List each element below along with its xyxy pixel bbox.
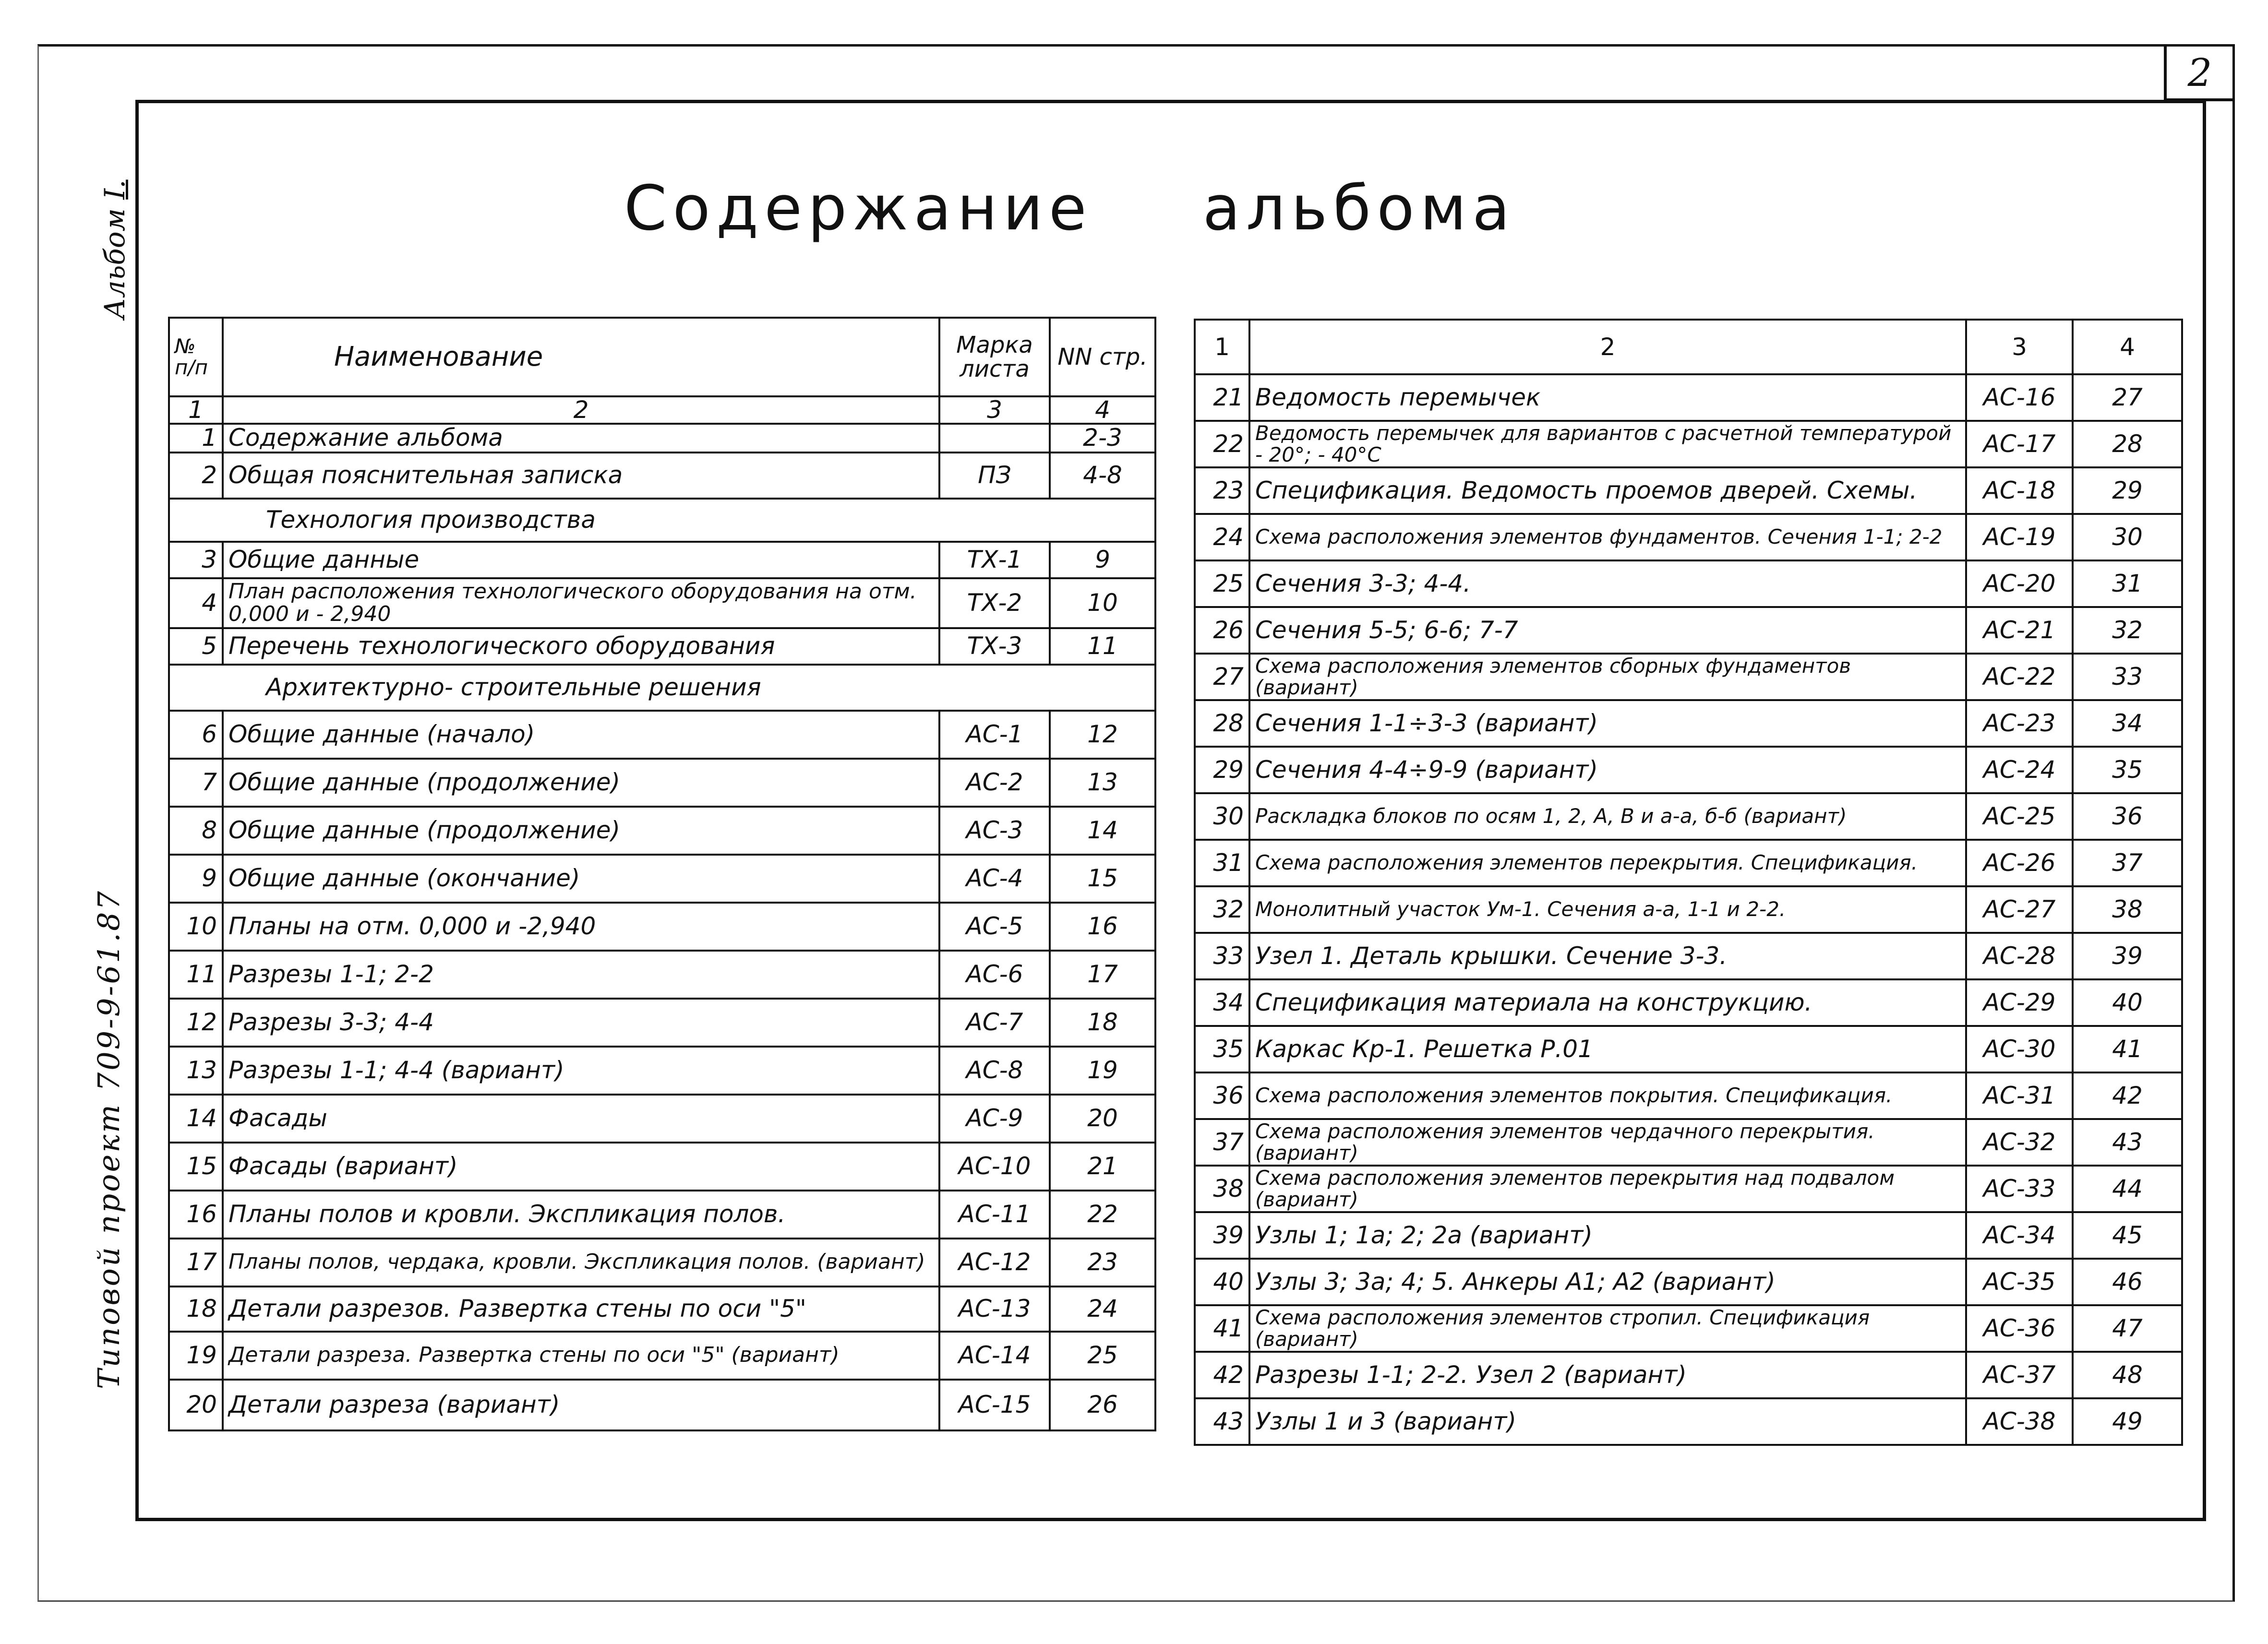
header-mark: Марка листа (939, 318, 1050, 396)
cell-no: 15 (169, 1143, 223, 1191)
cell-name: Узлы 1; 1а; 2; 2а (вариант) (1249, 1212, 1966, 1259)
cell-no: 38 (1195, 1166, 1249, 1212)
cell-page: 44 (2073, 1166, 2182, 1212)
cell-page: 38 (2073, 886, 2182, 933)
cell-mark: АС-35 (1966, 1259, 2073, 1305)
cell-name: Схема расположения элементов покрытия. Спецификация. (1249, 1072, 1966, 1119)
table-row (1195, 514, 2182, 560)
cell-page: 21 (1050, 1143, 1155, 1191)
cell-no: 32 (1195, 886, 1249, 933)
table-row (169, 542, 1155, 578)
cell-name: Каркас Кр-1. Решетка Р.01 (1249, 1026, 1966, 1072)
cell-name: Спецификация материала на конструкцию. (1249, 979, 1966, 1026)
cell-mark: АС-15 (939, 1380, 1050, 1430)
cell-mark: АС-7 (939, 999, 1050, 1047)
contents-table-right (1194, 319, 2183, 1446)
table-row (1195, 1305, 2182, 1352)
cell-page: 49 (2073, 1398, 2182, 1445)
cell-mark: АС-19 (1966, 514, 2073, 560)
cell-mark: АС-12 (939, 1239, 1050, 1287)
cell-no: 25 (1195, 560, 1249, 607)
cell-mark: АС-24 (1966, 747, 2073, 793)
cell-name: Детали разрезов. Развертка стены по оси "5" (223, 1287, 939, 1332)
cell-no: 28 (1195, 700, 1249, 747)
cell-mark: ТХ-1 (939, 542, 1050, 578)
cell-page: 25 (1050, 1332, 1155, 1380)
page-title (624, 173, 1560, 244)
cell-no: 22 (1195, 421, 1249, 467)
cell-name: Разрезы 1-1; 2-2 (223, 951, 939, 999)
cell-page: 22 (1050, 1191, 1155, 1239)
cell-mark: АС-11 (939, 1191, 1050, 1239)
cell-mark: АС-22 (1966, 654, 2073, 700)
album-label-text: Альбом (98, 208, 131, 319)
cell-mark: АС-34 (1966, 1212, 2073, 1259)
cell-mark: АС-17 (1966, 421, 2073, 467)
col-number: 1 (169, 396, 223, 424)
cell-page: 11 (1050, 628, 1155, 665)
cell-page: 40 (2073, 979, 2182, 1026)
cell-page: 46 (2073, 1259, 2182, 1305)
cell-page: 45 (2073, 1212, 2182, 1259)
sheet-number: 2 (2164, 47, 2233, 101)
cell-no: 20 (169, 1380, 223, 1430)
cell-page: 29 (2073, 467, 2182, 514)
col-number: 1 (1195, 320, 1249, 374)
cell-no: 13 (169, 1047, 223, 1095)
section-heading-row (169, 665, 1155, 711)
cell-name: Общие данные (продолжение) (223, 807, 939, 855)
cell-mark: ТХ-3 (939, 628, 1050, 665)
cell-mark: АС-23 (1966, 700, 2073, 747)
cell-mark: АС-5 (939, 903, 1050, 951)
cell-page: 42 (2073, 1072, 2182, 1119)
cell-page: 12 (1050, 711, 1155, 759)
cell-name: Общая пояснительная записка (223, 453, 939, 499)
cell-page: 17 (1050, 951, 1155, 999)
table-row (169, 1332, 1155, 1380)
cell-name: Перечень технологического оборудования (223, 628, 939, 665)
cell-name: Планы на отм. 0,000 и -2,940 (223, 903, 939, 951)
cell-page: 43 (2073, 1119, 2182, 1166)
cell-no: 39 (1195, 1212, 1249, 1259)
cell-name: Узлы 3; 3а; 4; 5. Анкеры А1; А2 (вариант) (1249, 1259, 1966, 1305)
header-page: NN стр. (1050, 318, 1155, 396)
cell-name: Раскладка блоков по осям 1, 2, А, В и а-а, б-б (вариант) (1249, 793, 1966, 840)
table-row (169, 1047, 1155, 1095)
cell-mark: АС-6 (939, 951, 1050, 999)
cell-page: 18 (1050, 999, 1155, 1047)
cell-no: 6 (169, 711, 223, 759)
cell-mark: АС-13 (939, 1287, 1050, 1332)
table-row (1195, 886, 2182, 933)
table-header-row (1195, 320, 2182, 374)
cell-name: Схема расположения элементов фундаментов. Сечения 1-1; 2-2 (1249, 514, 1966, 560)
table-row (169, 453, 1155, 499)
table-row (1195, 1212, 2182, 1259)
cell-name: Детали разреза (вариант) (223, 1380, 939, 1430)
section-heading: Технология производства (169, 499, 1155, 542)
header-no: № п/п (169, 318, 223, 396)
cell-no: 33 (1195, 933, 1249, 979)
col-number: 4 (2073, 320, 2182, 374)
cell-mark: АС-32 (1966, 1119, 2073, 1166)
cell-no: 11 (169, 951, 223, 999)
cell-name: Разрезы 3-3; 4-4 (223, 999, 939, 1047)
table-row (169, 711, 1155, 759)
cell-no: 4 (169, 578, 223, 628)
cell-mark: АС-3 (939, 807, 1050, 855)
cell-name: Содержание альбома (223, 424, 939, 453)
cell-mark: ПЗ (939, 453, 1050, 499)
column-numbers-row (169, 396, 1155, 424)
cell-no: 24 (1195, 514, 1249, 560)
cell-name: Планы полов и кровли. Экспликация полов. (223, 1191, 939, 1239)
table-row (169, 855, 1155, 903)
album-label (98, 179, 131, 319)
cell-mark: АС-2 (939, 759, 1050, 807)
cell-page: 13 (1050, 759, 1155, 807)
cell-page: 31 (2073, 560, 2182, 607)
cell-name: Схема расположения элементов стропил. Спецификация (вариант) (1249, 1305, 1966, 1352)
cell-no: 9 (169, 855, 223, 903)
cell-page: 24 (1050, 1287, 1155, 1332)
cell-no: 1 (169, 424, 223, 453)
cell-page: 27 (2073, 374, 2182, 421)
table-row (1195, 1026, 2182, 1072)
cell-no: 19 (169, 1332, 223, 1380)
section-heading-row (169, 499, 1155, 542)
cell-name: Ведомость перемычек (1249, 374, 1966, 421)
cell-name: Общие данные (окончание) (223, 855, 939, 903)
cell-page: 36 (2073, 793, 2182, 840)
cell-no: 37 (1195, 1119, 1249, 1166)
cell-no: 10 (169, 903, 223, 951)
cell-name: Сечения 3-3; 4-4. (1249, 560, 1966, 607)
cell-mark: АС-38 (1966, 1398, 2073, 1445)
page-title-word-1: Содержание (624, 173, 1092, 244)
cell-page: 30 (2073, 514, 2182, 560)
cell-mark: АС-14 (939, 1332, 1050, 1380)
cell-name: Сечения 1-1÷3-3 (вариант) (1249, 700, 1966, 747)
table-row (169, 1143, 1155, 1191)
cell-name: Схема расположения элементов чердачного перекрытия. (вариант) (1249, 1119, 1966, 1166)
col-number: 3 (1966, 320, 2073, 374)
cell-page: 19 (1050, 1047, 1155, 1095)
cell-page: 9 (1050, 542, 1155, 578)
cell-no: 16 (169, 1191, 223, 1239)
cell-mark: АС-27 (1966, 886, 2073, 933)
cell-no: 8 (169, 807, 223, 855)
cell-no: 41 (1195, 1305, 1249, 1352)
cell-mark (939, 424, 1050, 453)
cell-name: Спецификация. Ведомость проемов дверей. Схемы. (1249, 467, 1966, 514)
table-row (169, 1287, 1155, 1332)
cell-page: 37 (2073, 840, 2182, 886)
cell-no: 26 (1195, 607, 1249, 654)
cell-no: 7 (169, 759, 223, 807)
cell-mark: АС-26 (1966, 840, 2073, 886)
cell-no: 27 (1195, 654, 1249, 700)
table-row (1195, 747, 2182, 793)
cell-mark: АС-36 (1966, 1305, 2073, 1352)
cell-name: Узлы 1 и 3 (вариант) (1249, 1398, 1966, 1445)
cell-name: Схема расположения элементов перекрытия. Спецификация. (1249, 840, 1966, 886)
cell-page: 28 (2073, 421, 2182, 467)
cell-page: 35 (2073, 747, 2182, 793)
cell-mark: АС-37 (1966, 1352, 2073, 1398)
cell-page: 26 (1050, 1380, 1155, 1430)
table-row (1195, 607, 2182, 654)
table-row (1195, 840, 2182, 886)
cell-page: 33 (2073, 654, 2182, 700)
cell-name: Сечения 4-4÷9-9 (вариант) (1249, 747, 1966, 793)
cell-name: План расположения технологического оборудования на отм. 0,000 и - 2,940 (223, 578, 939, 628)
cell-mark: АС-9 (939, 1095, 1050, 1143)
cell-name: Сечения 5-5; 6-6; 7-7 (1249, 607, 1966, 654)
table-row (1195, 1398, 2182, 1445)
cell-page: 2-3 (1050, 424, 1155, 453)
table-header-row (169, 318, 1155, 396)
cell-name: Схема расположения элементов сборных фундаментов (вариант) (1249, 654, 1966, 700)
cell-mark: АС-8 (939, 1047, 1050, 1095)
cell-no: 18 (169, 1287, 223, 1332)
cell-no: 5 (169, 628, 223, 665)
cell-name: Ведомость перемычек для вариантов с расчетной температурой - 20°; - 40°С (1249, 421, 1966, 467)
cell-mark: АС-25 (1966, 793, 2073, 840)
cell-name: Детали разреза. Развертка стены по оси "5" (вариант) (223, 1332, 939, 1380)
table-row (169, 1191, 1155, 1239)
cell-no: 40 (1195, 1259, 1249, 1305)
col-number: 3 (939, 396, 1050, 424)
cell-no: 23 (1195, 467, 1249, 514)
table-row (1195, 1166, 2182, 1212)
cell-page: 41 (2073, 1026, 2182, 1072)
cell-page: 39 (2073, 933, 2182, 979)
cell-mark: АС-29 (1966, 979, 2073, 1026)
album-number: I. (98, 179, 131, 200)
cell-no: 2 (169, 453, 223, 499)
cell-mark: АС-33 (1966, 1166, 2073, 1212)
cell-no: 3 (169, 542, 223, 578)
page-title-word-2: альбома (1202, 173, 1516, 244)
cell-no: 31 (1195, 840, 1249, 886)
cell-name: Монолитный участок Ум-1. Сечения а-а, 1-1 и 2-2. (1249, 886, 1966, 933)
table-row (1195, 374, 2182, 421)
header-name: Наименование (223, 318, 939, 396)
project-label: Типовой проект 709-9-61.87 (91, 889, 126, 1389)
cell-name: Схема расположения элементов перекрытия над подвалом (вариант) (1249, 1166, 1966, 1212)
cell-mark: АС-31 (1966, 1072, 2073, 1119)
cell-page: 10 (1050, 578, 1155, 628)
cell-mark: АС-18 (1966, 467, 2073, 514)
cell-no: 42 (1195, 1352, 1249, 1398)
table-row (169, 999, 1155, 1047)
cell-name: Разрезы 1-1; 4-4 (вариант) (223, 1047, 939, 1095)
table-row (1195, 421, 2182, 467)
table-row (169, 951, 1155, 999)
col-number: 2 (223, 396, 939, 424)
cell-page: 15 (1050, 855, 1155, 903)
table-row (1195, 1352, 2182, 1398)
table-row (169, 807, 1155, 855)
table-row (1195, 700, 2182, 747)
cell-mark: АС-10 (939, 1143, 1050, 1191)
cell-no: 14 (169, 1095, 223, 1143)
table-row (169, 1239, 1155, 1287)
cell-page: 32 (2073, 607, 2182, 654)
cell-mark: АС-1 (939, 711, 1050, 759)
cell-no: 21 (1195, 374, 1249, 421)
cell-no: 29 (1195, 747, 1249, 793)
table-row (169, 628, 1155, 665)
cell-mark: ТХ-2 (939, 578, 1050, 628)
cell-mark: АС-21 (1966, 607, 2073, 654)
cell-mark: АС-28 (1966, 933, 2073, 979)
table-row (169, 1380, 1155, 1430)
cell-page: 16 (1050, 903, 1155, 951)
table-row (1195, 1259, 2182, 1305)
section-heading: Архитектурно- строительные решения (169, 665, 1155, 711)
table-row (1195, 654, 2182, 700)
cell-name: Фасады (вариант) (223, 1143, 939, 1191)
cell-no: 35 (1195, 1026, 1249, 1072)
cell-mark: АС-30 (1966, 1026, 2073, 1072)
table-row (1195, 1119, 2182, 1166)
table-row (169, 424, 1155, 453)
cell-name: Узел 1. Деталь крышки. Сечение 3-3. (1249, 933, 1966, 979)
cell-name: Фасады (223, 1095, 939, 1143)
table-row (1195, 467, 2182, 514)
table-row (169, 1095, 1155, 1143)
cell-no: 12 (169, 999, 223, 1047)
cell-page: 20 (1050, 1095, 1155, 1143)
table-row (169, 759, 1155, 807)
cell-mark: АС-20 (1966, 560, 2073, 607)
cell-name: Разрезы 1-1; 2-2. Узел 2 (вариант) (1249, 1352, 1966, 1398)
cell-page: 34 (2073, 700, 2182, 747)
cell-no: 36 (1195, 1072, 1249, 1119)
table-row (1195, 933, 2182, 979)
cell-name: Общие данные (223, 542, 939, 578)
table-row (169, 903, 1155, 951)
cell-name: Общие данные (начало) (223, 711, 939, 759)
cell-page: 48 (2073, 1352, 2182, 1398)
table-row (1195, 560, 2182, 607)
table-row (169, 578, 1155, 628)
cell-no: 30 (1195, 793, 1249, 840)
cell-mark: АС-4 (939, 855, 1050, 903)
cell-no: 17 (169, 1239, 223, 1287)
cell-no: 43 (1195, 1398, 1249, 1445)
cell-name: Планы полов, чердака, кровли. Экспликация полов. (вариант) (223, 1239, 939, 1287)
contents-table-left (168, 317, 1156, 1431)
cell-mark: АС-16 (1966, 374, 2073, 421)
cell-page: 4-8 (1050, 453, 1155, 499)
cell-page: 14 (1050, 807, 1155, 855)
cell-page: 47 (2073, 1305, 2182, 1352)
cell-no: 34 (1195, 979, 1249, 1026)
table-row (1195, 979, 2182, 1026)
col-number: 4 (1050, 396, 1155, 424)
col-number: 2 (1249, 320, 1966, 374)
table-row (1195, 793, 2182, 840)
cell-name: Общие данные (продолжение) (223, 759, 939, 807)
cell-page: 23 (1050, 1239, 1155, 1287)
table-row (1195, 1072, 2182, 1119)
